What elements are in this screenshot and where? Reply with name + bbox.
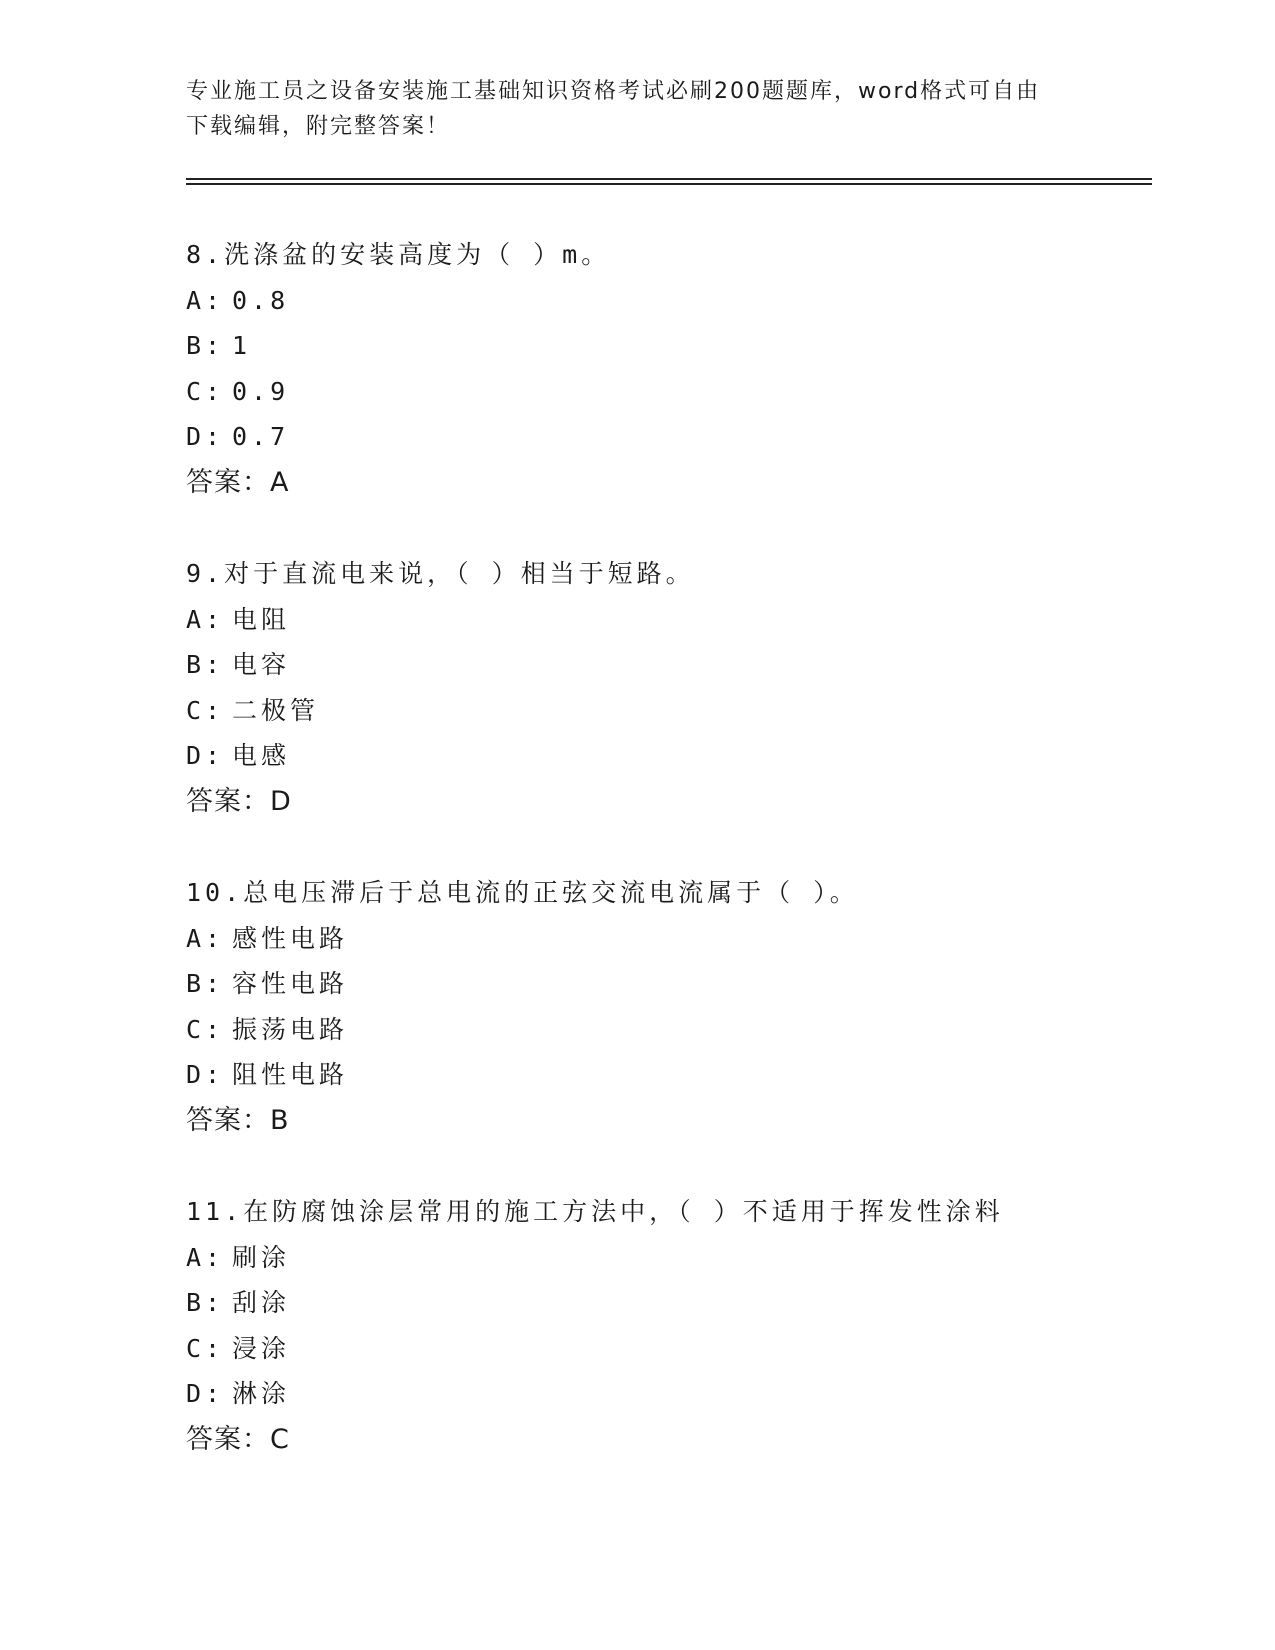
option-c (186, 1007, 1166, 1053)
option-text: 二极管 (232, 695, 320, 725)
option-letter: D: (186, 422, 225, 451)
option-d (186, 733, 1166, 779)
option-letter: B: (186, 650, 225, 679)
question-block (186, 551, 1166, 824)
option-letter: B: (186, 331, 225, 360)
answer-line: 答案：D (186, 785, 292, 817)
option-b (186, 1280, 1166, 1326)
header-line-1: 专业施工员之设备安装施工基础知识资格考试必刷200题题库，word格式可自由 (186, 79, 1041, 104)
option-text: 振荡电路 (232, 1014, 349, 1044)
option-letter: D: (186, 741, 225, 770)
option-text: 电容 (232, 650, 291, 679)
option-text: 淋涂 (232, 1379, 291, 1408)
option-d (186, 1371, 1166, 1417)
option-letter: D: (186, 1379, 225, 1408)
question-stem: 8.洗涤盆的安装高度为（ ）m。 (186, 240, 611, 269)
option-d (186, 414, 1166, 460)
question-block (186, 870, 1166, 1143)
option-text: 感性电路 (232, 923, 349, 953)
document-header (186, 74, 1086, 144)
question-stem: 10.总电压滞后于总电流的正弦交流电流属于（ ）。 (186, 878, 859, 907)
option-c (186, 369, 1166, 415)
option-letter: A: (186, 1242, 225, 1272)
option-a (186, 597, 1166, 643)
answer-line: 答案：A (186, 466, 290, 498)
option-letter: B: (186, 1288, 225, 1317)
header-divider-bottom (186, 183, 1152, 185)
option-a (186, 916, 1166, 962)
option-c (186, 688, 1166, 734)
header-divider-top (186, 178, 1152, 180)
option-a (186, 1235, 1166, 1281)
option-text: 1 (232, 331, 252, 360)
option-text: 0.9 (232, 376, 290, 406)
question-stem: 11.在防腐蚀涂层常用的施工方法中，（ ）不适用于挥发性涂料 (186, 1197, 1004, 1226)
question-stem: 9.对于直流电来说，（ ）相当于短路。 (186, 559, 695, 588)
option-text: 0.8 (232, 285, 290, 315)
option-letter: A: (186, 285, 225, 315)
option-d (186, 1052, 1166, 1098)
question-block (186, 232, 1166, 505)
question-block (186, 1189, 1166, 1462)
option-a (186, 278, 1166, 324)
option-text: 浸涂 (232, 1333, 291, 1363)
option-letter: C: (186, 1333, 225, 1363)
answer-line: 答案：C (186, 1423, 290, 1455)
option-text: 阻性电路 (232, 1060, 349, 1089)
option-letter: C: (186, 1014, 225, 1044)
option-letter: B: (186, 969, 225, 998)
option-text: 电阻 (232, 604, 291, 634)
option-b (186, 961, 1166, 1007)
option-b (186, 642, 1166, 688)
answer-line: 答案：B (186, 1104, 290, 1136)
option-letter: A: (186, 923, 225, 953)
option-letter: D: (186, 1060, 225, 1089)
option-c (186, 1326, 1166, 1372)
option-text: 刮涂 (232, 1288, 291, 1317)
header-line-2: 下载编辑，附完整答案！ (186, 114, 451, 139)
option-letter: C: (186, 695, 225, 725)
option-text: 刷涂 (232, 1242, 291, 1272)
option-b (186, 323, 1166, 369)
option-text: 0.7 (232, 422, 290, 451)
option-text: 容性电路 (232, 969, 349, 998)
option-letter: A: (186, 604, 225, 634)
option-text: 电感 (232, 741, 291, 770)
option-letter: C: (186, 376, 225, 406)
